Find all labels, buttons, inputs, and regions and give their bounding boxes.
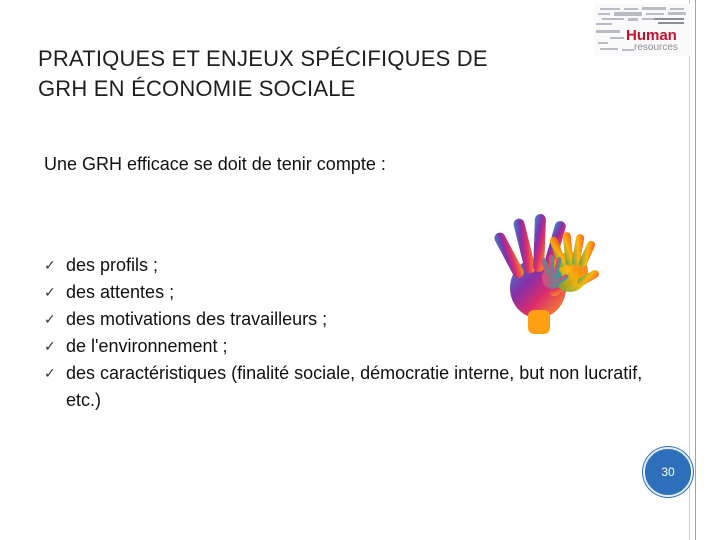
list-item xyxy=(44,252,654,279)
intro-text: Une GRH efficace se doit de tenir compte : xyxy=(44,154,386,174)
human-resources-logo xyxy=(594,4,690,56)
checkmark-icon: ✓ xyxy=(44,311,56,327)
bullet-text: des motivations des travailleurs ; xyxy=(66,309,328,329)
slide-title xyxy=(38,44,598,104)
list-item xyxy=(44,279,654,306)
logo-word-resources: resources xyxy=(634,42,678,53)
list-item xyxy=(44,333,654,360)
checkmark-icon: ✓ xyxy=(44,257,56,273)
logo-word-human: Human xyxy=(626,27,677,44)
slide-title-line-1: PRATIQUES ET ENJEUX SPÉCIFIQUES DE xyxy=(38,46,488,71)
bullet-text: des profils ; xyxy=(66,255,159,275)
list-item xyxy=(44,306,654,333)
decorative-rule xyxy=(695,0,696,540)
checkmark-icon: ✓ xyxy=(44,365,56,381)
slide-title-line-2: GRH EN ÉCONOMIE SOCIALE xyxy=(38,76,356,101)
checkmark-icon: ✓ xyxy=(44,284,56,300)
bullet-list xyxy=(44,252,654,414)
checkmark-icon: ✓ xyxy=(44,338,56,354)
bullet-text: des attentes ; xyxy=(66,282,175,302)
page-number-badge: 30 xyxy=(643,447,693,497)
list-item xyxy=(44,360,654,414)
bullet-text: de l'environnement ; xyxy=(66,336,228,356)
bullet-text: des caractéristiques (finalité sociale, démocratie interne, but non lucratif, etc.) xyxy=(66,363,643,410)
